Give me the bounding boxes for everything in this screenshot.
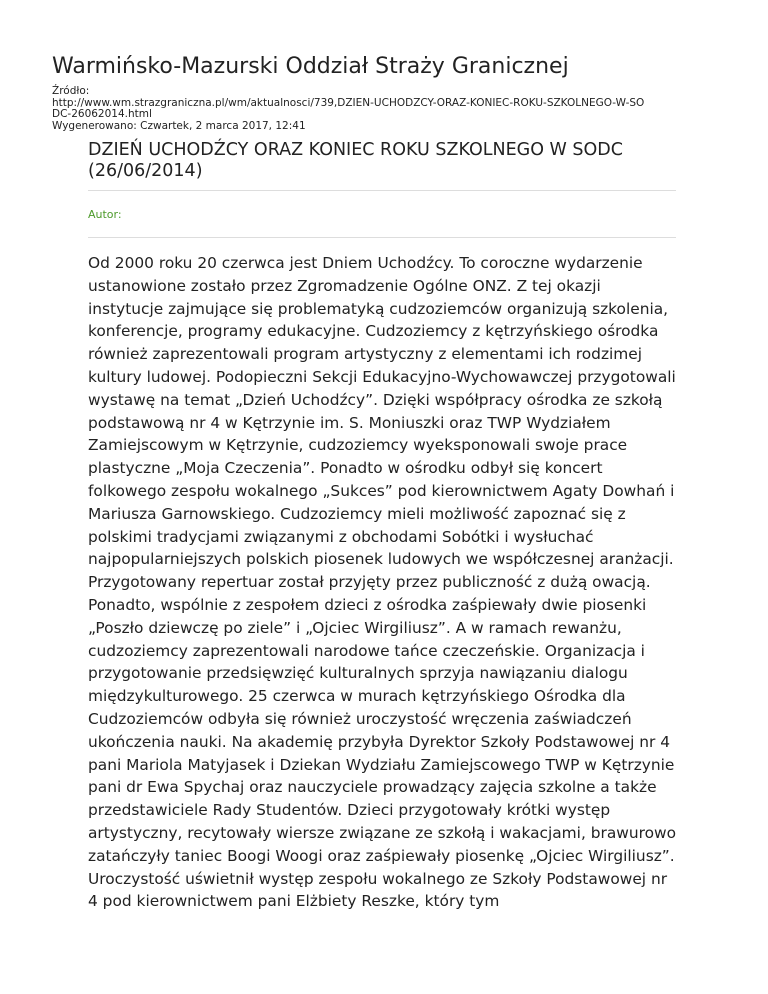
source-url-line-1[interactable]: http://www.wm.strazgraniczna.pl/wm/aktualnosci/739,DZIEN-UCHODZCY-ORAZ-KONIEC-ROKU-SZKOLNEGO-W-SO: [52, 96, 645, 109]
article-body-paragraph: Od 2000 roku 20 czerwca jest Dniem Uchodźcy. To coroczne wydarzenie ustanowione zostało przez Zgromadzenie Ogólne ONZ. Z tej okazji instytucje zajmujące się problematyką cudzoziemców organizują szkolenia, konferencje, programy edukacyjne. Cudzoziemcy z kętrzyńskiego ośrodka również zaprezentowali program artystyczny z elementami ich rodzimej kultury ludowej. Podopieczni Sekcji Edukacyjno-Wychowawczej przygotowali wystawę na temat „Dzień Uchodźcy”. Dzięki współpracy ośrodka ze szkołą podstawową nr 4 w Kętrzynie im. S. Moniuszki oraz TWP Wydziałem Zamiejscowym w Kętrzynie, cudzoziemcy wyeksponowali swoje prace plastyczne „Moja Czeczenia”. Ponadto w ośrodku odbył się koncert folkowego zespołu wokalnego „Sukces” pod kierownictwem Agaty Dowhań i Mariusza Garnowskiego. Cudzoziemcy mieli możliwość zapoznać się z polskimi tradycjami związanymi z obchodami Sobótki i wysłuchać najpopularniejszych polskich piosenek ludowych we współczesnej aranżacji. Przygotowany repertuar został przyjęty przez publiczność z dużą owacją. Ponadto, wspólnie z zespołem dzieci z ośrodka zaśpiewały dwie piosenki „Poszło dziewczę po ziele” i „Ojciec Wirgiliusz”. A w ramach rewanżu, cudzoziemcy zaprezentowali narodowe tańce czeczeńskie. Organizacja i przygotowanie przedsięwzięć kulturalnych sprzyja nawiązaniu dialogu międzykulturowego. 25 czerwca w murach kętrzyńskiego Ośrodka dla Cudzoziemców odbyła się również uroczystość wręczenia zaświadczeń ukończenia nauki. Na akademię przybyła Dyrektor Szkoły Podstawowej nr 4 pani Mariola Matyjasek i Dziekan Wydziału Zamiejscowego TWP w Kętrzynie pani dr Ewa Spychaj oraz nauczyciele prowadzący zajęcia szkolne a także przedstawiciele Rady Studentów. Dzieci przygotowały krótki występ artystyczny, recytowały wiersze związane ze szkołą i wakacjami, brawurowo zatańczyły taniec Boogi Woogi oraz zaśpiewały piosenkę „Ojciec Wirgiliusz”. Uroczystość uświetnił występ zespołu wokalnego ze Szkoły Podstawowej nr 4 pod kierownictwem pani Elżbiety Reszke, który tym: [88, 254, 677, 911]
article-body: [88, 252, 676, 913]
author-label: Autor:: [88, 208, 122, 221]
author-divider: [88, 237, 676, 238]
source-url-line-2[interactable]: DC-26062014.html: [52, 108, 152, 121]
title-divider: [88, 190, 676, 191]
article-title: DZIEŃ UCHODŹCY ORAZ KONIEC ROKU SZKOLNEGO W SODC (26/06/2014): [88, 140, 623, 181]
source-meta: [52, 86, 716, 132]
source-label: Źródło:: [52, 85, 90, 97]
article: [88, 140, 676, 913]
site-title: Warmińsko-Mazurski Oddział Straży Granicznej: [52, 54, 569, 79]
generated-timestamp: Wygenerowano: Czwartek, 2 marca 2017, 12:41: [52, 119, 306, 132]
